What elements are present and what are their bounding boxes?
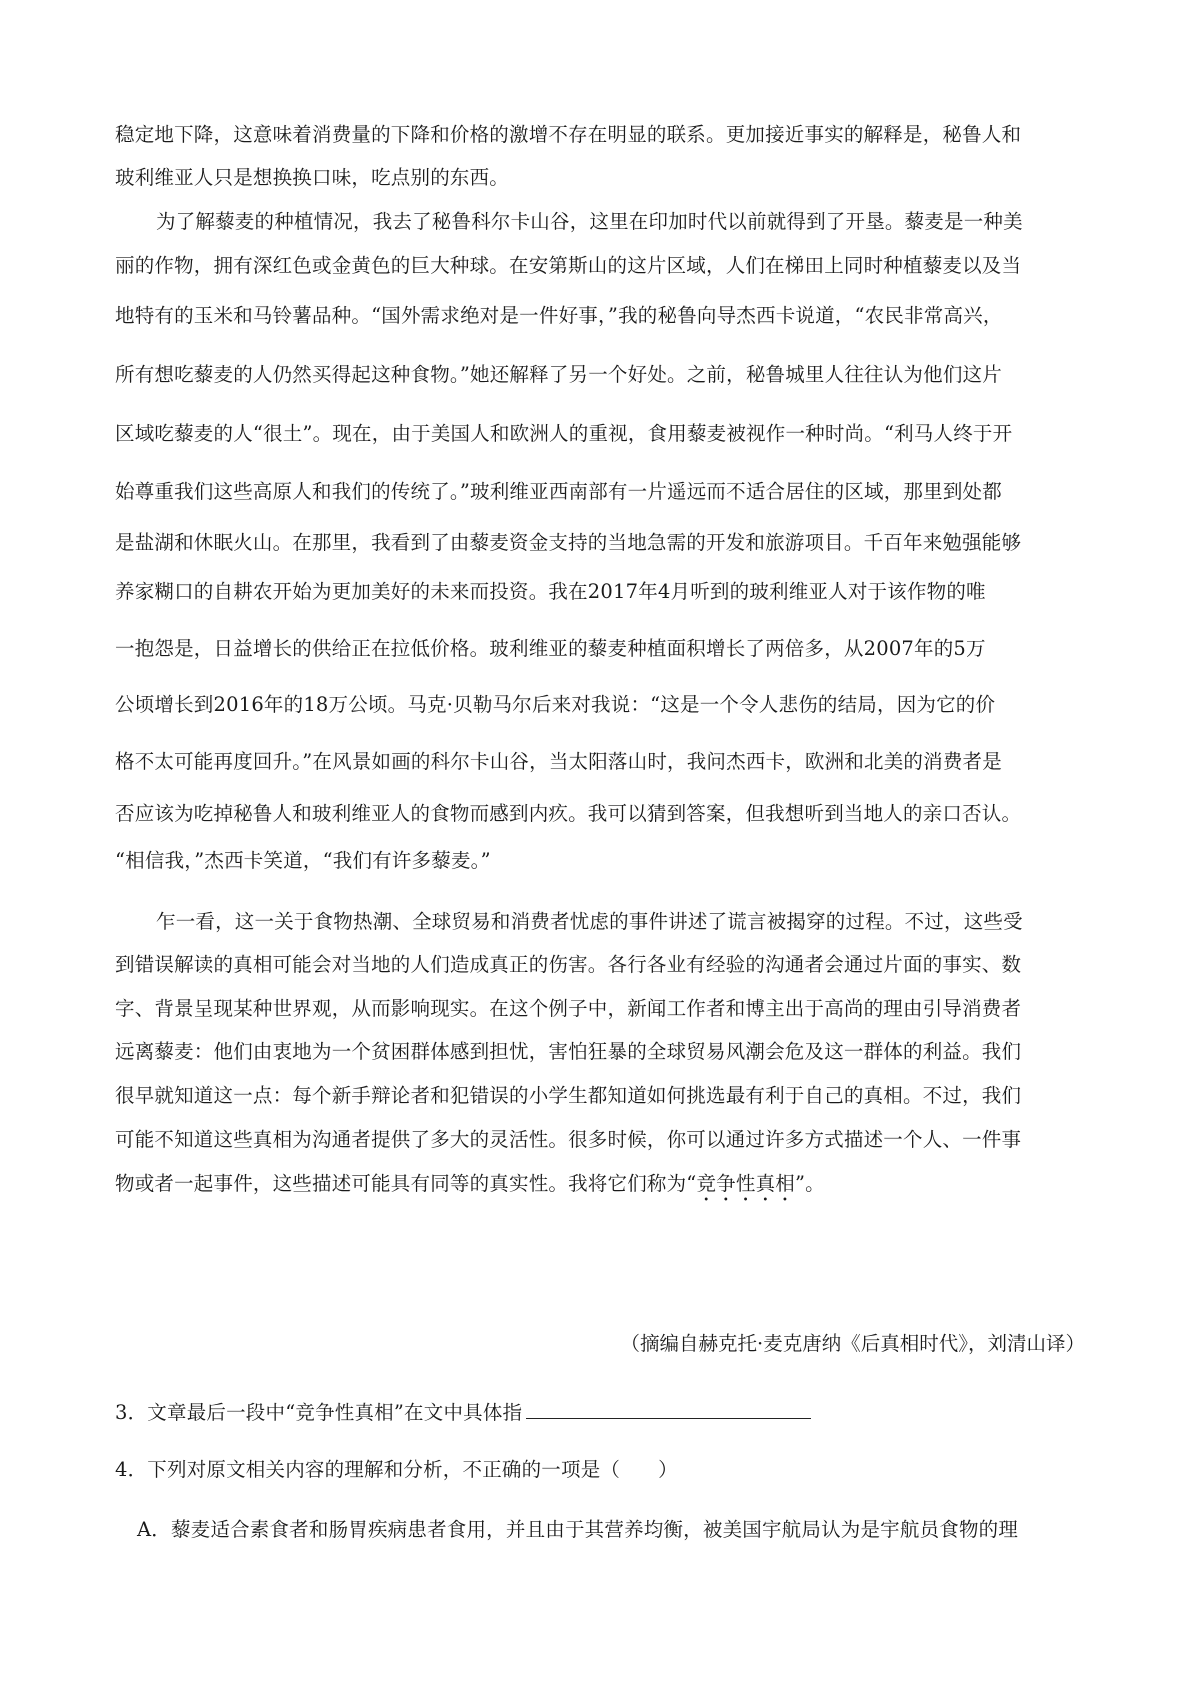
paragraph-line: “相信我，”杰西卡笑道，“我们有许多藜麦。”	[115, 849, 491, 872]
paragraph-line: 区域吃藜麦的人“很土”。现在，由于美国人和欧洲人的重视，食用藜麦被视作一种时尚。“利马人终于开	[115, 422, 1013, 445]
question-text: 3．文章最后一段中“竞争性真相”在文中具体指	[115, 1401, 523, 1424]
paragraph-line: 地特有的玉米和马铃薯品种。“国外需求绝对是一件好事，”我的秘鲁向导杰西卡说道，“农民非常高兴，	[115, 304, 1003, 327]
paragraph-line: 远离藜麦：他们由衷地为一个贫困群体感到担忧，害怕狂暴的全球贸易风潮会危及这一群体的利益。我们	[115, 1040, 1022, 1063]
paragraph-line: 为了解藜麦的种植情况，我去了秘鲁科尔卡山谷，这里在印加时代以前就得到了开垦。藜麦是一种美	[156, 210, 1023, 233]
question-3	[115, 1397, 1085, 1425]
option-a: A．藜麦适合素食者和肠胃疾病患者食用，并且由于其营养均衡，被美国宇航局认为是宇航员食物的理	[137, 1518, 1019, 1541]
paragraph-line: 一抱怨是，日益增长的供给正在拉低价格。玻利维亚的藜麦种植面积增长了两倍多，从2007年的5万	[115, 637, 986, 660]
paragraph-line: 可能不知道这些真相为沟通者提供了多大的灵活性。很多时候，你可以通过许多方式描述一个人、一件事	[115, 1128, 1022, 1151]
paragraph-line: 格不太可能再度回升。”在风景如画的科尔卡山谷，当太阳落山时，我问杰西卡，欧洲和北美的消费者是	[115, 750, 1002, 773]
question-text: 4．下列对原文相关内容的理解和分析，不正确的一项是（	[115, 1458, 621, 1481]
paragraph-line: 养家糊口的自耕农开始为更加美好的未来而投资。我在2017年4月听到的玻利维亚人对于该作物的唯	[115, 580, 986, 603]
paragraph-line: 玻利维亚人只是想换换口味，吃点别的东西。	[115, 166, 510, 189]
question-4	[115, 1454, 1085, 1482]
answer-blank[interactable]	[526, 1400, 811, 1419]
paragraph-line: 是盐湖和休眠火山。在那里，我看到了由藜麦资金支持的当地急需的开发和旅游项目。千百年来勉强能够	[115, 531, 1022, 554]
emphasized-term: 竞争性真相	[696, 1172, 795, 1195]
paragraph-line: 丽的作物，拥有深红色或金黄色的巨大种球。在安第斯山的这片区域，人们在梯田上同时种植藜麦以及当	[115, 254, 1022, 277]
paragraph-line: 稳定地下降，这意味着消费量的下降和价格的激增不存在明显的联系。更加接近事实的解释是，秘鲁人和	[115, 123, 1022, 146]
paragraph-text: ”。	[795, 1172, 825, 1195]
paragraph-line: 很早就知道这一点：每个新手辩论者和犯错误的小学生都知道如何挑选最有利于自己的真相。不过，我们	[115, 1084, 1022, 1107]
paragraph-line: 否应该为吃掉秘鲁人和玻利维亚人的食物而感到内疚。我可以猜到答案，但我想听到当地人的亲口否认。	[115, 802, 1022, 825]
paragraph-line: 字、背景呈现某种世界观，从而影响现实。在这个例子中，新闻工作者和博主出于高尚的理由引导消费者	[115, 997, 1022, 1020]
paragraph-line: 所有想吃藜麦的人仍然买得起这种食物。”她还解释了另一个好处。之前，秘鲁城里人往往认为他们这片	[115, 363, 1002, 386]
paragraph-line: 乍一看，这一关于食物热潮、全球贸易和消费者忧虑的事件讲述了谎言被揭穿的过程。不过，这些受	[156, 910, 1023, 933]
paragraph-line	[115, 1168, 1085, 1206]
paragraph-line: 始尊重我们这些高原人和我们的传统了。”玻利维亚西南部有一片遥远而不适合居住的区域，那里到处都	[115, 480, 1002, 503]
source-citation: （摘编自赫克托·麦克唐纳《后真相时代》，刘清山译）	[620, 1332, 1085, 1355]
paragraph-line: 到错误解读的真相可能会对当地的人们造成真正的伤害。各行各业有经验的沟通者会通过片面的事实、数	[115, 953, 1022, 976]
paragraph-line: 公顷增长到2016年的18万公顷。马克·贝勒马尔后来对我说：“这是一个令人悲伤的结局，因为它的价	[115, 693, 996, 716]
paragraph-text: 物或者一起事件，这些描述可能具有同等的真实性。我将它们称为“	[115, 1172, 697, 1195]
question-text-close: ）	[658, 1458, 678, 1481]
